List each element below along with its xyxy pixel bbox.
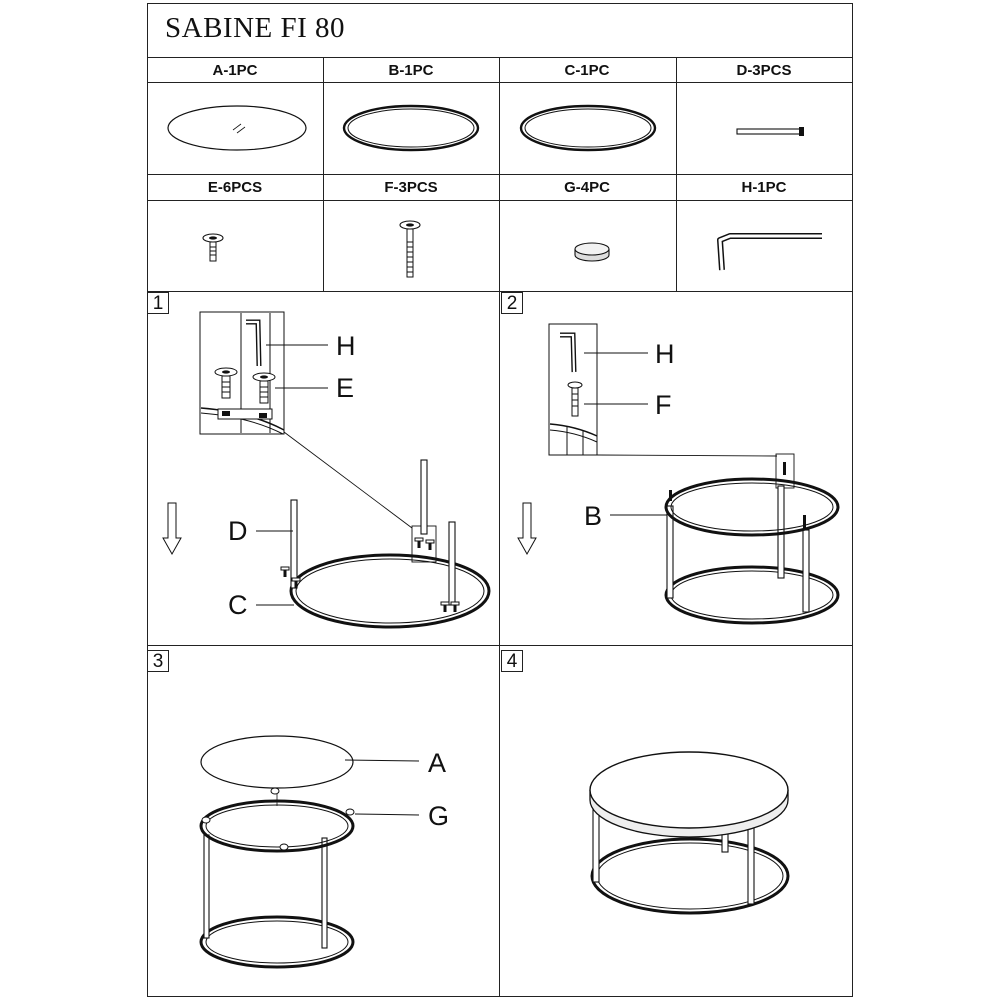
callout-c-step1: C [228, 590, 248, 620]
callout-b-step2: B [584, 501, 603, 531]
callout-g-step3: G [428, 801, 450, 831]
long-bolt-icon [400, 221, 420, 277]
callout-d-step1: D [228, 516, 248, 546]
callout-h-step1: H [336, 331, 356, 361]
callout-e-step1: E [336, 373, 355, 403]
part-label-d: D-3PCS [736, 62, 792, 79]
part-label-h: H-1PC [741, 179, 787, 196]
product-title: SABINE FI 80 [165, 12, 346, 44]
part-label-g: G-4PC [564, 179, 610, 196]
allen-key-icon [720, 236, 822, 270]
part-label-a: A-1PC [212, 62, 258, 79]
step1-illustration [163, 312, 489, 627]
step-number-4: 4 [501, 650, 523, 672]
part-label-f: F-3PCS [384, 179, 438, 196]
pad-icon [575, 243, 609, 261]
step4-illustration [590, 752, 788, 913]
callout-f-step2: F [655, 390, 672, 420]
part-label-c: C-1PC [564, 62, 610, 79]
step-number-1: 1 [147, 292, 169, 314]
glass-top-icon [168, 106, 306, 150]
step3-illustration [201, 736, 419, 967]
callout-a-step3: A [428, 748, 447, 778]
step-number-2: 2 [501, 292, 523, 314]
part-label-b: B-1PC [388, 62, 434, 79]
step-number-3: 3 [147, 650, 169, 672]
step2-illustration [518, 324, 838, 623]
short-bolt-icon [203, 234, 223, 261]
callout-h-step2: H [655, 339, 675, 369]
ring-c-icon [521, 106, 655, 150]
part-label-e: E-6PCS [207, 179, 263, 196]
leg-icon [737, 127, 804, 136]
ring-b-icon [344, 106, 478, 150]
